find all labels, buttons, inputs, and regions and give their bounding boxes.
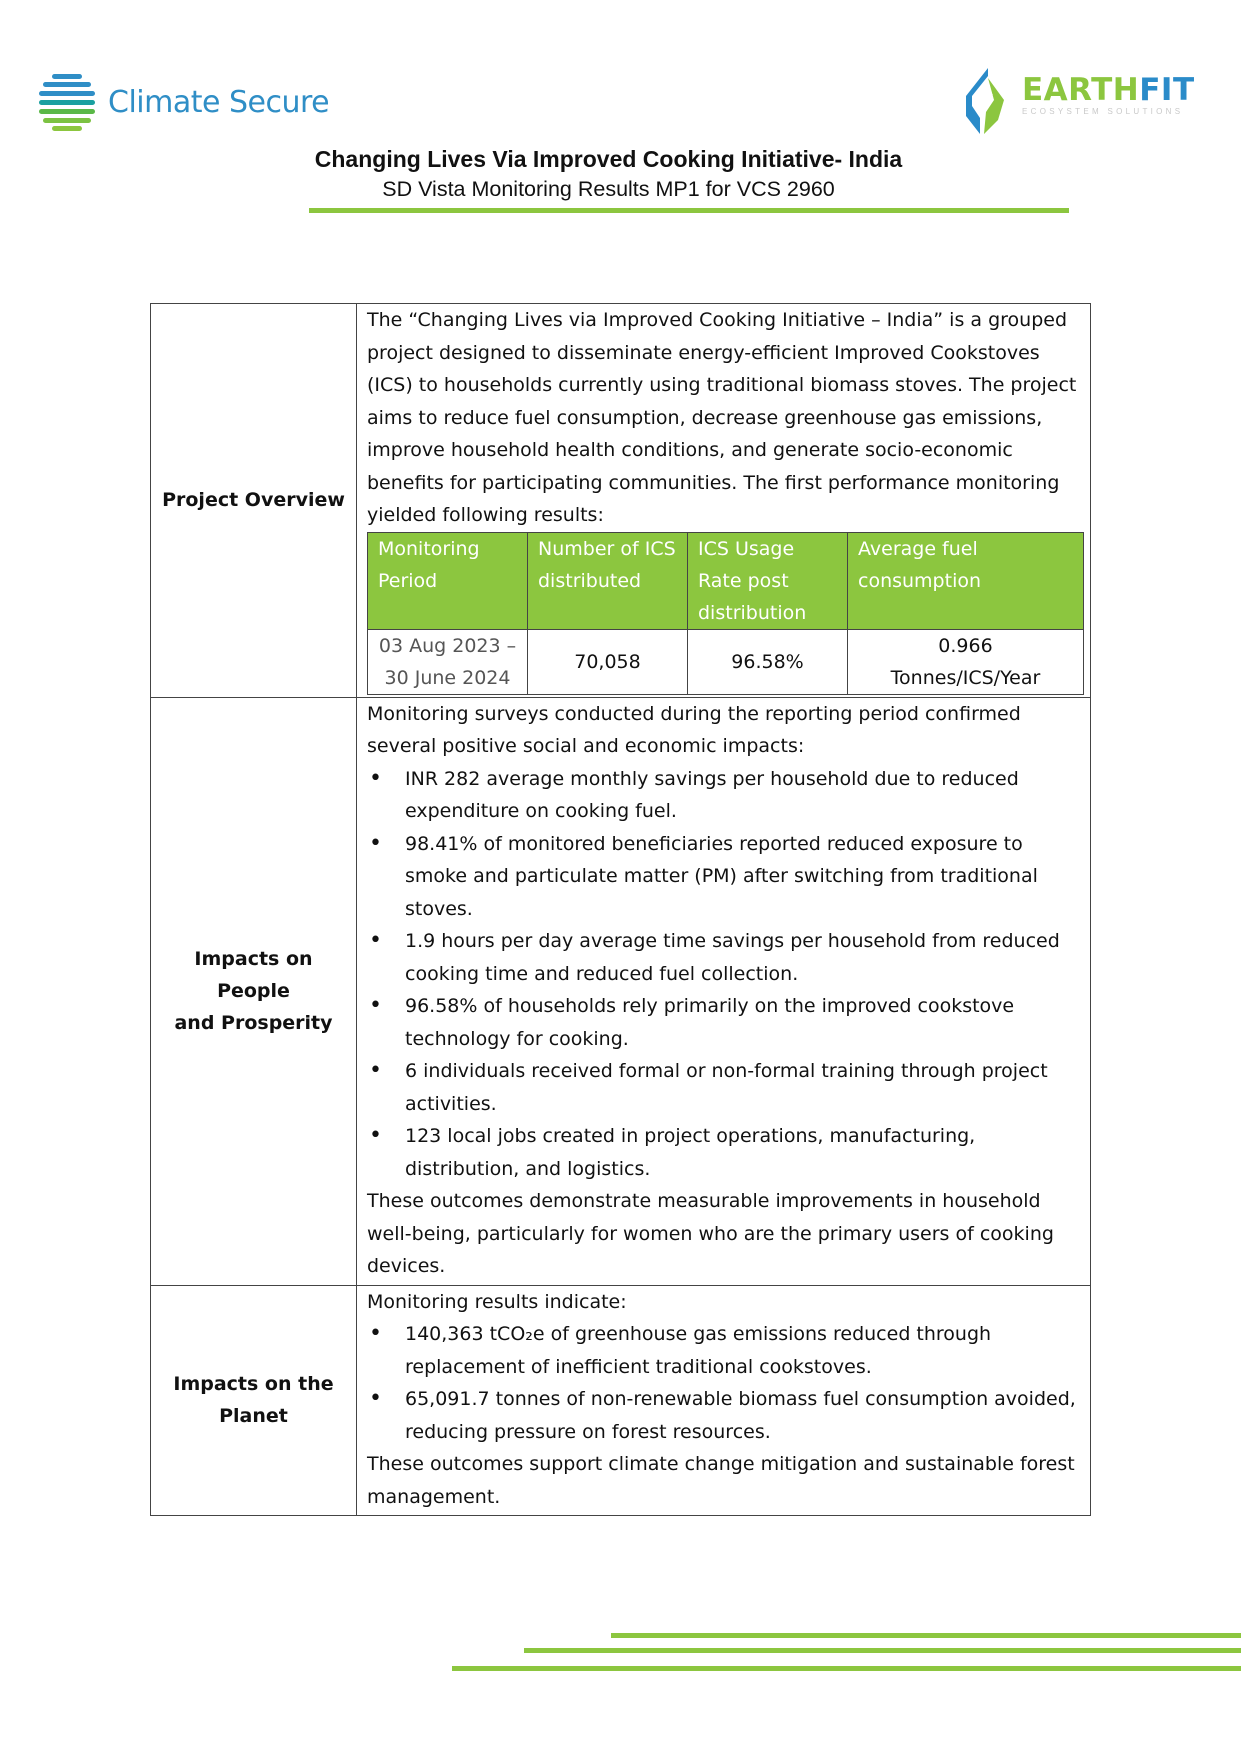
list-item: • 123 local jobs created in project operations, manufacturing, distribution, and logistics.	[367, 1120, 1080, 1185]
list-item: • 96.58% of households rely primarily on the improved cookstove technology for cooking.	[367, 990, 1080, 1055]
planet-bullet-list	[367, 1318, 1080, 1448]
earthfit-logo	[958, 66, 1195, 138]
row-project-overview	[151, 304, 1091, 698]
document-title: Changing Lives Via Improved Cooking Initiative- India	[314, 146, 903, 172]
footer-rule-2	[524, 1648, 1241, 1653]
row-impacts-planet	[151, 1285, 1091, 1516]
document-subtitle: SD Vista Monitoring Results MP1 for VCS 2960	[382, 177, 835, 201]
cell-usage-rate: 96.58%	[688, 629, 848, 694]
globe-logo-icon	[38, 72, 96, 132]
planet-outro: These outcomes support climate change mitigation and sustainable forest management.	[367, 1453, 1075, 1508]
header-ics-distributed: Number of ICS distributed	[528, 532, 688, 629]
planet-intro: Monitoring results indicate:	[367, 1290, 627, 1313]
list-item: • 6 individuals received formal or non-formal training through project activities.	[367, 1055, 1080, 1120]
cell-ics-distributed: 70,058	[528, 629, 688, 694]
brand-tagline: ECOSYSTEM SOLUTIONS	[1022, 107, 1184, 116]
list-item: • 1.9 hours per day average time savings per household from reduced cooking time and reduced fuel collection.	[367, 925, 1080, 990]
label-project-overview: Project Overview	[151, 304, 357, 698]
results-row	[368, 629, 1084, 694]
cell-project-overview	[357, 304, 1091, 698]
people-outro: These outcomes demonstrate measurable improvements in household well-being, particularly for women who are the primary users of cooking devices.	[367, 1190, 1054, 1277]
footer-rule-3	[452, 1666, 1241, 1671]
list-item: • 65,091.7 tonnes of non-renewable biomass fuel consumption avoided, reducing pressure on forest resources.	[367, 1383, 1080, 1448]
label-impacts-people: Impacts on People and Prosperity	[151, 697, 357, 1285]
people-bullet-list	[367, 763, 1080, 1186]
footer-rule-1	[611, 1633, 1241, 1638]
cell-impacts-people	[357, 697, 1091, 1285]
brand-fit: FIT	[1139, 72, 1195, 108]
header-usage-rate: ICS Usage Rate post distribution	[688, 532, 848, 629]
results-summary-table	[367, 532, 1084, 695]
cell-fuel-consumption: 0.966 Tonnes/ICS/Year	[848, 629, 1084, 694]
climate-secure-logo	[38, 72, 329, 132]
cell-impacts-planet	[357, 1285, 1091, 1516]
brand-earth: EARTH	[1022, 72, 1140, 108]
overview-text: The “Changing Lives via Improved Cooking Initiative – India” is a grouped project designed to disseminate energy-efficient Improved Cookstoves (ICS) to households currently using traditional biomass stoves. The project aims to reduce fuel consumption, decrease greenhouse gas emissions, improve household health conditions, and generate socio-economic benefits for participating communities. The first performance monitoring yielded following results:	[367, 309, 1077, 526]
cell-monitoring-period: 03 Aug 2023 – 30 June 2024	[368, 629, 528, 694]
header-fuel-consumption: Average fuel consumption	[848, 532, 1084, 629]
row-impacts-people	[151, 697, 1091, 1285]
monitoring-results-table	[150, 303, 1091, 1516]
title-underline	[309, 208, 1069, 213]
list-item: • INR 282 average monthly savings per household due to reduced expenditure on cooking fuel.	[367, 763, 1080, 828]
list-item: • 98.41% of monitored beneficiaries reported reduced exposure to smoke and particulate matter (PM) after switching from traditional stoves.	[367, 828, 1080, 926]
header-monitoring-period: Monitoring Period	[368, 532, 528, 629]
list-item: • 140,363 tCO₂e of greenhouse gas emissions reduced through replacement of inefficient traditional cookstoves.	[367, 1318, 1080, 1383]
climate-secure-wordmark: Climate Secure	[108, 84, 330, 120]
label-impacts-planet: Impacts on the Planet	[151, 1285, 357, 1516]
people-intro: Monitoring surveys conducted during the reporting period confirmed several positive social and economic impacts:	[367, 702, 1021, 757]
leaf-logo-icon	[958, 66, 1016, 138]
